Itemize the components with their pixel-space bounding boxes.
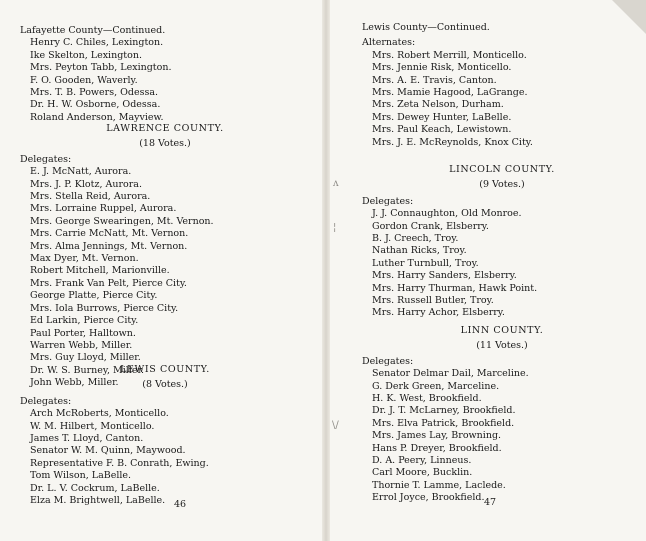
- list-item: Carl Moore, Bucklin.: [372, 467, 473, 479]
- left-page: [0, 0, 322, 541]
- list-item: Tom Wilson, LaBelle.: [30, 470, 132, 482]
- list-item: Errol Joyce, Brookfield.: [372, 492, 485, 504]
- list-item: Mrs. Paul Keach, Lewistown.: [372, 124, 512, 136]
- list-item: Mrs. Dewey Hunter, LaBelle.: [372, 111, 512, 123]
- page-number: 47: [484, 497, 497, 508]
- lewis-county-section: [20, 364, 310, 507]
- list-item: Mrs. Peyton Tabb, Lexington.: [30, 62, 172, 74]
- list-item: Mrs. Iola Burrows, Pierce City.: [30, 302, 179, 314]
- county-votes: (8 Votes.): [142, 379, 188, 391]
- list-item: W. M. Hilbert, Monticello.: [30, 420, 155, 432]
- list-item: Ed Larkin, Pierce City.: [30, 315, 139, 327]
- list-item: Mrs. Mamie Hagood, LaGrange.: [372, 87, 528, 99]
- list-item: Robert Mitchell, Marionville.: [30, 265, 170, 277]
- list-item: H. K. West, Brookfield.: [372, 393, 482, 405]
- county-title: LINN COUNTY.: [460, 325, 544, 336]
- margin-mark: ʌ: [333, 178, 339, 189]
- list-item: Mrs. Robert Merrill, Monticello.: [372, 49, 527, 61]
- list-item: Mrs. A. E. Travis, Canton.: [372, 74, 497, 86]
- lawrence-delegates-list: [20, 166, 310, 389]
- list-item: J. J. Connaughton, Old Monroe.: [372, 208, 522, 220]
- lincoln-county-section: [362, 164, 642, 320]
- list-item: Gordon Crank, Elsberry.: [372, 220, 489, 232]
- lawrence-county-section: [20, 123, 310, 390]
- list-item: Thornie T. Lamme, Laclede.: [372, 479, 506, 491]
- lewis-alternates-list: [362, 50, 642, 149]
- list-item: B. J. Creech, Troy.: [372, 233, 459, 245]
- margin-mark: \/: [332, 420, 339, 431]
- list-item: Mrs. Carrie McNatt, Mt. Vernon.: [30, 228, 189, 240]
- list-item: Elza M. Brightwell, LaBelle.: [30, 495, 166, 507]
- list-item: Ike Skelton, Lexington.: [30, 49, 142, 61]
- list-item: Mrs. James Lay, Browning.: [372, 430, 502, 442]
- county-title: LAWRENCE COUNTY.: [106, 123, 224, 134]
- list-item: Mrs. George Swearingen, Mt. Vernon.: [30, 215, 214, 227]
- list-item: Mrs. Jennie Risk, Monticello.: [372, 62, 512, 74]
- list-item: Mrs. T. B. Powers, Odessa.: [30, 87, 159, 99]
- list-item: Representative F. B. Conrath, Ewing.: [30, 457, 209, 469]
- right-page: [330, 0, 646, 541]
- delegates-label: Delegates:: [20, 395, 72, 407]
- list-item: Mrs. Frank Van Pelt, Pierce City.: [30, 277, 187, 289]
- list-item: F. O. Gooden, Waverly.: [30, 74, 138, 86]
- lewis-continued-section: [362, 22, 642, 149]
- list-item: Mrs. Russell Butler, Troy.: [372, 295, 494, 307]
- county-title: LEWIS COUNTY.: [120, 364, 210, 375]
- list-item: Senator W. M. Quinn, Maywood.: [30, 445, 186, 457]
- list-item: Warren Webb, Miller.: [30, 339, 133, 351]
- linn-delegates-list: [362, 368, 642, 504]
- list-item: D. A. Peery, Linneus.: [372, 455, 472, 467]
- list-item: Senator Delmar Dail, Marceline.: [372, 368, 529, 380]
- list-item: Dr. J. T. McLarney, Brookfield.: [372, 405, 516, 417]
- alternates-label: Alternates:: [362, 37, 416, 49]
- list-item: Mrs. Guy Lloyd, Miller.: [30, 352, 141, 364]
- delegates-label: Delegates:: [362, 355, 414, 367]
- list-item: G. Derk Green, Marceline.: [372, 380, 500, 392]
- list-item: Mrs. Zeta Nelson, Durham.: [372, 99, 504, 111]
- lincoln-delegates-list: [362, 208, 642, 320]
- book-gutter: [322, 0, 330, 541]
- county-votes: (9 Votes.): [479, 179, 525, 191]
- county-votes: (11 Votes.): [476, 340, 528, 352]
- lafayette-list: [20, 37, 310, 124]
- county-title: LINCOLN COUNTY.: [449, 164, 555, 175]
- list-item: Dr. L. V. Cockrum, LaBelle.: [30, 482, 160, 494]
- list-item: James T. Lloyd, Canton.: [30, 433, 144, 445]
- list-item: E. J. McNatt, Aurora.: [30, 166, 132, 178]
- list-item: Mrs. Harry Achor, Elsberry.: [372, 307, 505, 319]
- county-votes: (18 Votes.): [139, 138, 191, 150]
- list-item: Mrs. Harry Thurman, Hawk Point.: [372, 282, 538, 294]
- list-item: Mrs. Harry Sanders, Elsberry.: [372, 270, 517, 282]
- continued-heading: Lewis County—Continued.: [362, 22, 490, 33]
- page-number: 46: [174, 499, 187, 510]
- list-item: George Platte, Pierce City.: [30, 290, 158, 302]
- list-item: Dr. H. W. Osborne, Odessa.: [30, 99, 161, 111]
- list-item: Henry C. Chiles, Lexington.: [30, 37, 164, 49]
- list-item: Max Dyer, Mt. Vernon.: [30, 253, 139, 265]
- margin-mark: ¦: [333, 222, 337, 233]
- list-item: Mrs. Alma Jennings, Mt. Vernon.: [30, 240, 188, 252]
- list-item: Mrs. J. P. Klotz, Aurora.: [30, 178, 142, 190]
- linn-county-section: [362, 325, 642, 505]
- list-item: Roland Anderson, Mayview.: [30, 111, 164, 123]
- list-item: John Webb, Miller.: [30, 377, 119, 389]
- list-item: Mrs. J. E. McReynolds, Knox City.: [372, 136, 533, 148]
- delegates-label: Delegates:: [20, 153, 72, 165]
- list-item: Hans P. Dreyer, Brookfield.: [372, 442, 502, 454]
- list-item: Arch McRoberts, Monticello.: [30, 408, 169, 420]
- list-item: Mrs. Lorraine Ruppel, Aurora.: [30, 203, 177, 215]
- lewis-delegates-list: [20, 408, 310, 507]
- list-item: Dr. W. S. Burney, Miller.: [30, 364, 145, 376]
- delegates-label: Delegates:: [362, 195, 414, 207]
- list-item: Mrs. Elva Patrick, Brookfield.: [372, 417, 515, 429]
- list-item: Luther Turnbull, Troy.: [372, 257, 479, 269]
- continued-heading: Lafayette County—Continued.: [20, 25, 166, 36]
- lafayette-continued-section: [20, 25, 310, 124]
- list-item: Paul Porter, Halltown.: [30, 327, 136, 339]
- list-item: Nathan Ricks, Troy.: [372, 245, 467, 257]
- list-item: Mrs. Stella Reid, Aurora.: [30, 191, 151, 203]
